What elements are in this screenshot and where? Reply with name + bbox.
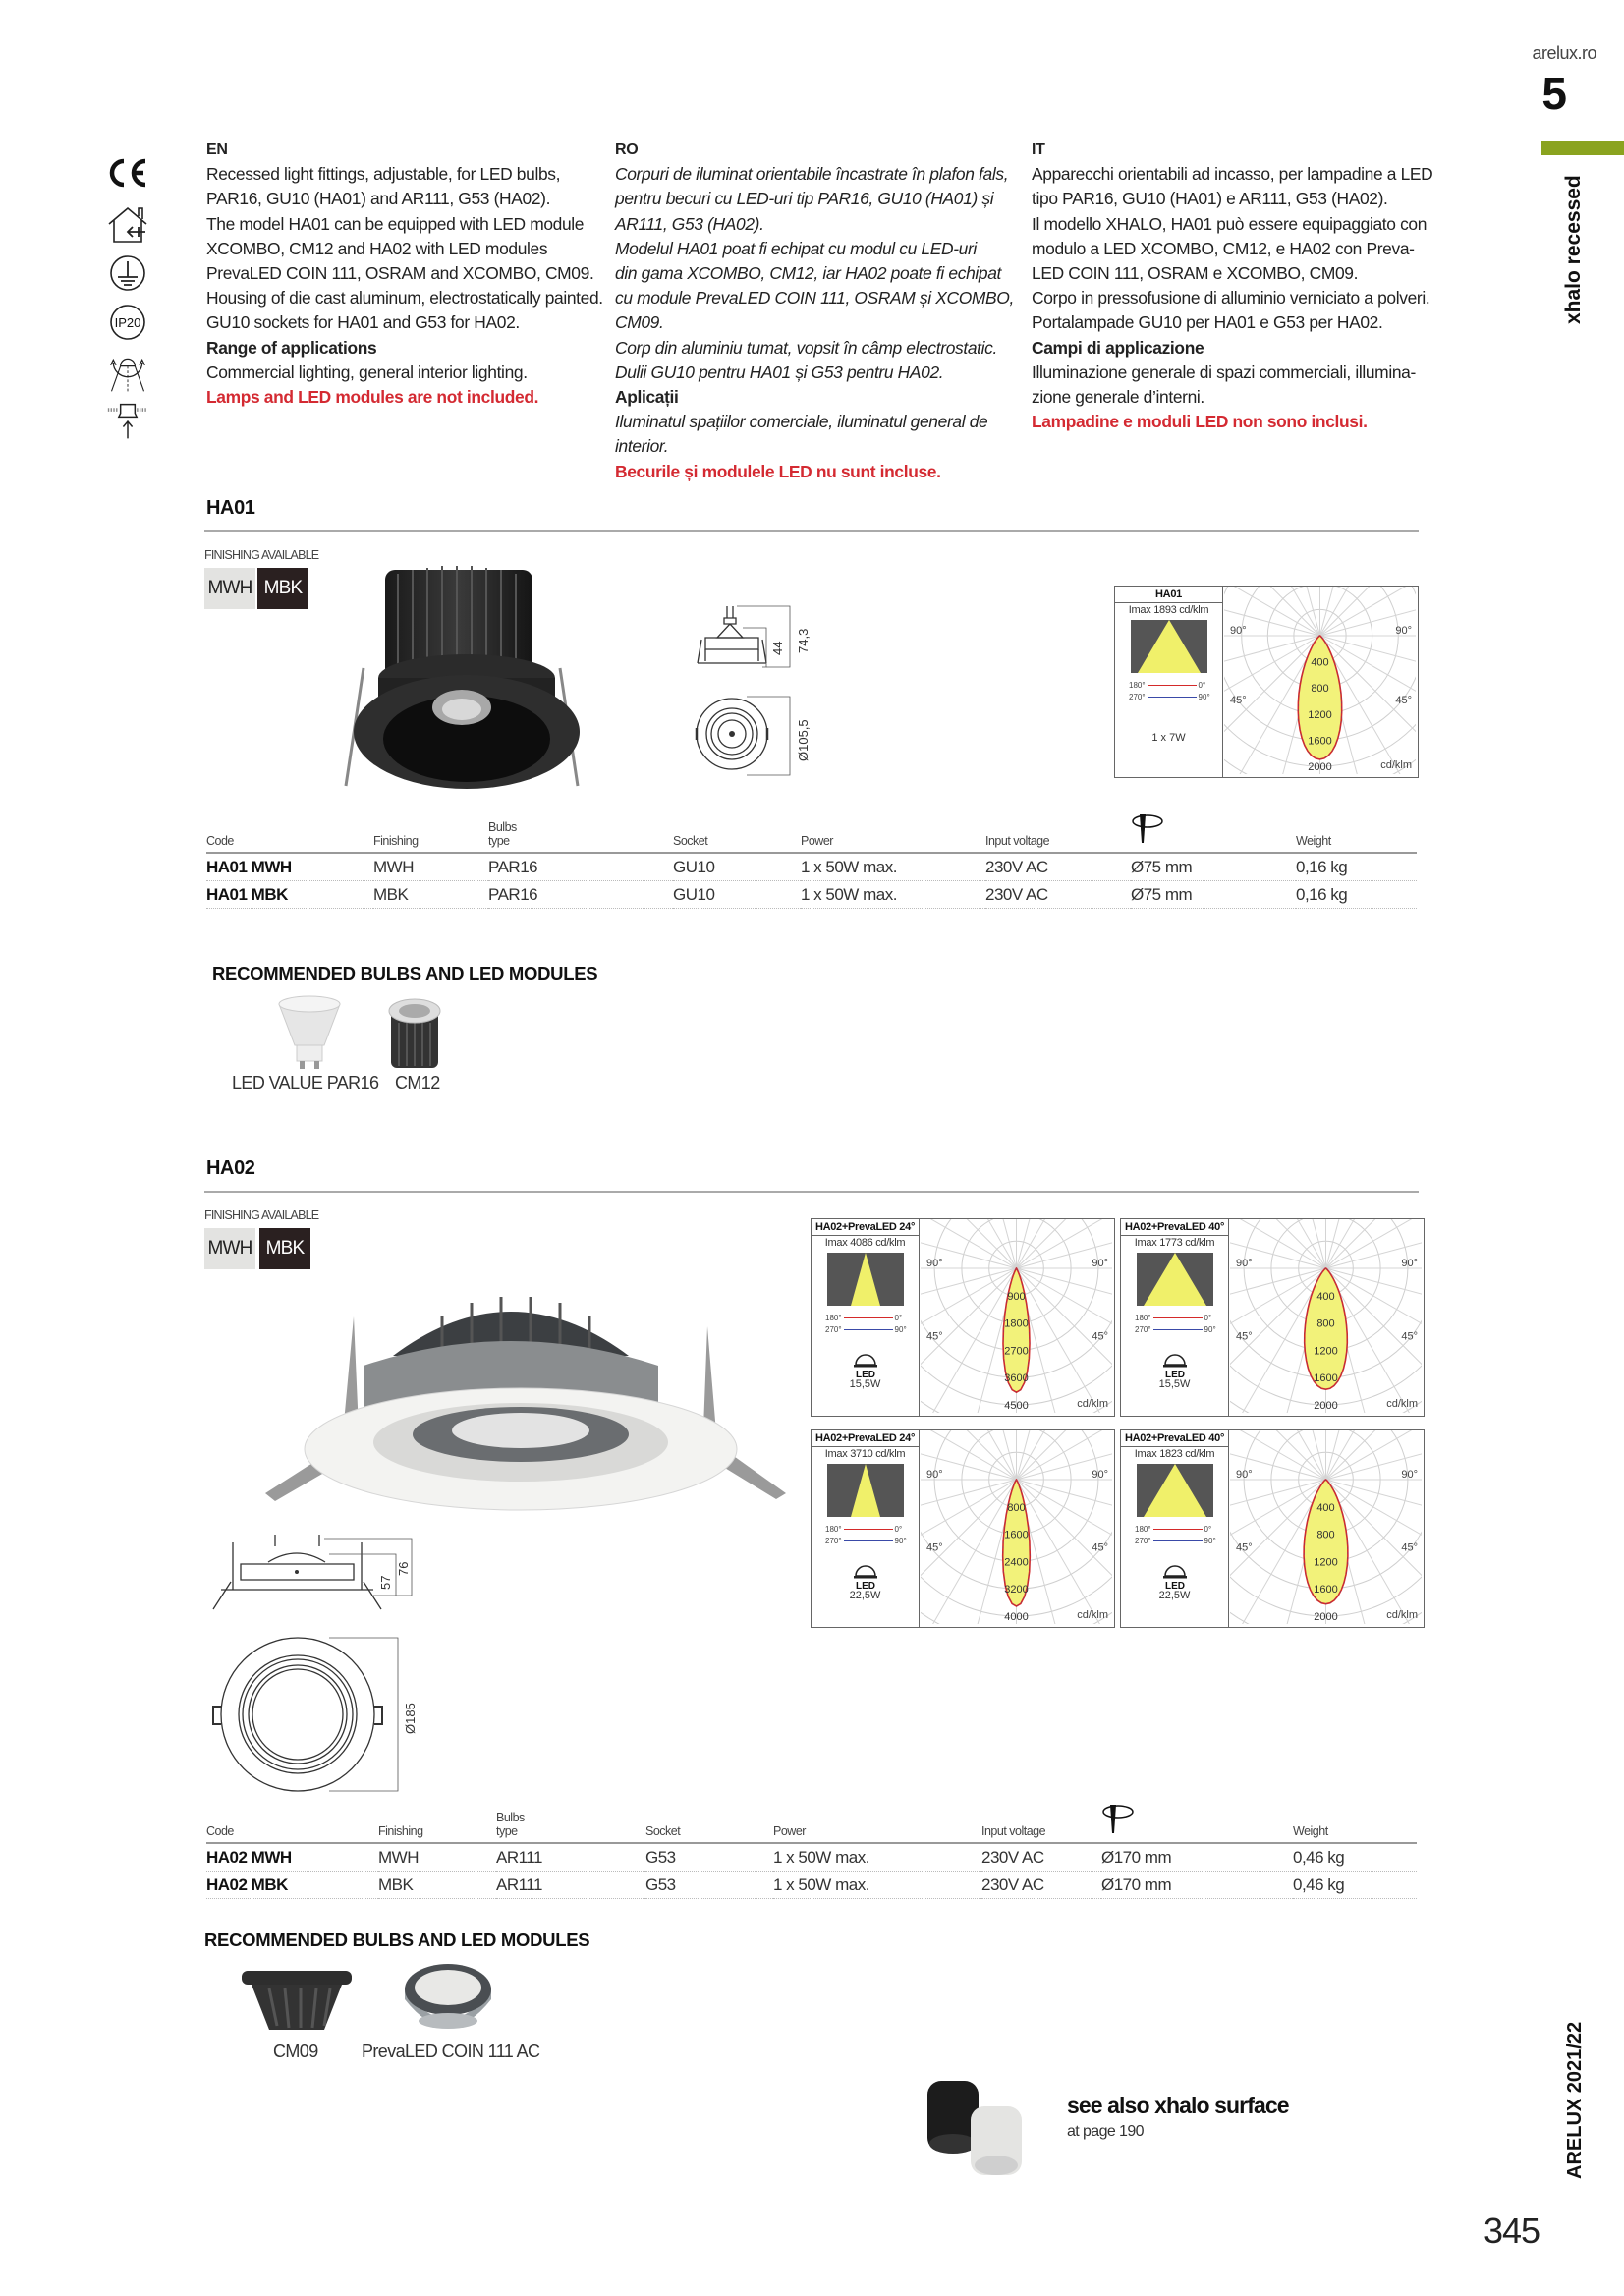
cell-voltage: 230V AC bbox=[985, 880, 1131, 908]
beam-angle-icon bbox=[827, 1464, 904, 1517]
led-module-icon bbox=[1160, 1564, 1190, 1590]
unit-label: cd/klm bbox=[1077, 1398, 1108, 1410]
photometric-power: 22,5W bbox=[849, 1590, 881, 1601]
col-power: Power bbox=[773, 1804, 981, 1843]
cell-code: HA01 MWH bbox=[206, 853, 373, 880]
angle-label: 90° bbox=[1395, 625, 1412, 637]
photometric-chart-ha01 bbox=[1114, 586, 1419, 778]
led-label: LED bbox=[1165, 1370, 1185, 1378]
led-module-icon bbox=[851, 1564, 880, 1590]
ring-label: 800 bbox=[1316, 1317, 1335, 1330]
col-cutout bbox=[1101, 1804, 1293, 1843]
angle-label: 45° bbox=[1401, 1330, 1418, 1343]
col-code: Code bbox=[206, 813, 373, 853]
ha02-dim-d: Ø185 bbox=[403, 1703, 418, 1734]
xhalo-surface-image bbox=[924, 2071, 1032, 2184]
cell-finishing: MBK bbox=[378, 1871, 496, 1898]
photometric-info-panel bbox=[1121, 1219, 1229, 1416]
photometric-title: HA02+PrevaLED 24° bbox=[812, 1219, 919, 1236]
ha02-dim-h1: 57 bbox=[378, 1575, 393, 1590]
ring-label: 2400 bbox=[1004, 1556, 1029, 1569]
ring-label: 4000 bbox=[1004, 1611, 1029, 1623]
description-ro bbox=[615, 138, 1028, 484]
cell-weight: 0,16 kg bbox=[1296, 853, 1417, 880]
ce-mark-icon bbox=[106, 157, 149, 189]
angle-label: 90° bbox=[1236, 1469, 1253, 1481]
section-label-text: xhalo recessed bbox=[1562, 175, 1585, 324]
col-bulbs-type: Bulbs type bbox=[496, 1804, 645, 1843]
legend-c0-c180: 180° 0° bbox=[825, 1525, 903, 1534]
cell-code: HA02 MWH bbox=[206, 1843, 378, 1871]
beam-angle-icon bbox=[1137, 1464, 1213, 1517]
angle-label: 45° bbox=[1236, 1541, 1253, 1554]
chapter-number: 5 bbox=[1541, 68, 1567, 119]
unit-label: cd/klm bbox=[1077, 1609, 1108, 1621]
cell-power: 1 x 50W max. bbox=[773, 1843, 981, 1871]
lang-label-ro: RO bbox=[615, 141, 639, 158]
adjustable-tilt-icon bbox=[106, 352, 149, 395]
catalog-label bbox=[1562, 2021, 1601, 2181]
col-cutout bbox=[1131, 813, 1296, 853]
polar-spoke bbox=[1017, 1480, 1113, 1582]
ip20-icon bbox=[106, 303, 149, 342]
cell-weight: 0,46 kg bbox=[1293, 1843, 1417, 1871]
polar-diagram bbox=[921, 1430, 1112, 1624]
cell-socket: G53 bbox=[645, 1871, 773, 1898]
recommended-item-cm09: CM09 bbox=[273, 2042, 318, 2061]
table-header-row bbox=[206, 1804, 1417, 1843]
photometric-imax: Imax 1893 cd/klm bbox=[1128, 604, 1209, 616]
angle-label: 45° bbox=[1401, 1541, 1418, 1554]
photometric-power: 15,5W bbox=[1158, 1378, 1191, 1390]
polar-diagram bbox=[1230, 1219, 1422, 1413]
ha01-dim-h1: 44 bbox=[770, 641, 785, 655]
led-module-icon bbox=[1160, 1353, 1190, 1378]
photometric-chart-ha02-40-15w bbox=[1120, 1218, 1425, 1417]
ha02-divider bbox=[204, 1191, 1419, 1193]
description-it-body: Apparecchi orientabili ad incasso, per lampadine a LED tipo PAR16, GU10 (HA01) e AR111, G53 (HA02). Il modello XHALO, HA01 può essere equipaggiato con modulo a LED XCOMBO, CM12, e HA02 con Preva- LED COIN 111, OSRAM e XCOMBO, CM09. Corpo in pressofusione di alluminio verniciato a polveri. Portalampade GU10 per HA01 e G53 per HA02. bbox=[1032, 164, 1433, 333]
ha02-side-drawing bbox=[201, 1533, 418, 1616]
ha02-recommended-title: RECOMMENDED BULBS AND LED MODULES bbox=[204, 1930, 590, 1950]
ha01-top-drawing bbox=[688, 693, 815, 786]
ha01-finish-mbk: MBK bbox=[257, 568, 308, 609]
applications-en: Commercial lighting, general interior lighting. bbox=[206, 362, 528, 382]
ha02-finishing-label: FINISHING AVAILABLE bbox=[204, 1208, 319, 1222]
section-label bbox=[1554, 177, 1594, 334]
ring-label: 800 bbox=[1316, 1529, 1335, 1541]
polar-spoke bbox=[921, 1480, 1017, 1582]
angle-label: 90° bbox=[926, 1258, 943, 1269]
applications-title-ro: Aplicații bbox=[615, 387, 679, 408]
angle-label: 90° bbox=[1401, 1469, 1418, 1481]
ring-label: 1600 bbox=[1004, 1529, 1029, 1541]
ring-label: 1600 bbox=[1314, 1372, 1338, 1385]
ring-label: 900 bbox=[1007, 1290, 1026, 1303]
ring-label: 4500 bbox=[1004, 1400, 1029, 1412]
col-socket: Socket bbox=[673, 813, 801, 853]
photometric-imax: Imax 4086 cd/klm bbox=[824, 1237, 906, 1249]
col-socket: Socket bbox=[645, 1804, 773, 1843]
col-input-voltage: Input voltage bbox=[981, 1804, 1101, 1843]
photometric-info-panel bbox=[812, 1430, 920, 1627]
ceiling-cutout-icon bbox=[1131, 834, 1164, 848]
ha02-top-drawing bbox=[201, 1636, 418, 1808]
led-module-icon bbox=[851, 1353, 880, 1378]
ha01-title: HA01 bbox=[206, 497, 255, 519]
polar-diagram bbox=[1230, 1430, 1422, 1624]
ha01-recommended-title: RECOMMENDED BULBS AND LED MODULES bbox=[212, 963, 598, 983]
cell-bulbs: AR111 bbox=[496, 1871, 645, 1898]
beam-angle-icon bbox=[827, 1253, 904, 1306]
cm09-image bbox=[240, 1965, 354, 2039]
cell-cutout: Ø75 mm bbox=[1131, 880, 1296, 908]
applications-it: Illuminazione generale di spazi commerciali, illumina- zione generale d’interni. bbox=[1032, 362, 1416, 408]
legend-c0-c180: 180° 0° bbox=[825, 1314, 903, 1322]
legend-c90-c270: 270° 90° bbox=[1135, 1537, 1216, 1545]
led-label: LED bbox=[1165, 1581, 1185, 1590]
angle-label: 45° bbox=[1236, 1330, 1253, 1343]
angle-label: 90° bbox=[1230, 625, 1247, 637]
ha02-title: HA02 bbox=[206, 1157, 255, 1179]
polar-diagram bbox=[921, 1219, 1112, 1413]
ha01-divider bbox=[204, 530, 1419, 532]
ha02-product-image bbox=[236, 1277, 786, 1518]
photometric-chart-ha02-24-22w bbox=[811, 1429, 1115, 1628]
angle-label: 90° bbox=[1236, 1258, 1253, 1269]
earth-ground-class1-icon bbox=[106, 253, 149, 293]
ring-label: 1200 bbox=[1314, 1345, 1338, 1358]
lang-label-en: EN bbox=[206, 141, 228, 158]
ring-label: 2000 bbox=[1314, 1611, 1338, 1623]
cell-power: 1 x 50W max. bbox=[773, 1871, 981, 1898]
ring-label: 400 bbox=[1316, 1290, 1335, 1303]
see-also-page-ref: at page 190 bbox=[1067, 2123, 1144, 2140]
cell-cutout: Ø170 mm bbox=[1101, 1871, 1293, 1898]
angle-label: 45° bbox=[926, 1541, 943, 1554]
led-label: LED bbox=[856, 1370, 875, 1378]
col-finishing: Finishing bbox=[373, 813, 488, 853]
lang-label-it: IT bbox=[1032, 141, 1045, 158]
ring-label: 800 bbox=[1007, 1501, 1026, 1514]
cell-socket: GU10 bbox=[673, 880, 801, 908]
table-row bbox=[206, 880, 1417, 908]
applications-title-en: Range of applications bbox=[206, 337, 377, 358]
photometric-title: HA02+PrevaLED 24° bbox=[812, 1430, 919, 1447]
ha02-spec-table bbox=[206, 1804, 1417, 1899]
angle-label: 90° bbox=[1092, 1469, 1108, 1481]
description-it bbox=[1032, 138, 1444, 434]
ring-label: 2000 bbox=[1308, 761, 1332, 773]
ha01-side-drawing bbox=[688, 604, 815, 688]
ceiling-cutout-icon bbox=[1101, 1824, 1135, 1838]
ring-label: 400 bbox=[1311, 656, 1329, 669]
col-bulbs-type: Bulbs type bbox=[488, 813, 673, 853]
photometric-imax: Imax 3710 cd/klm bbox=[824, 1448, 906, 1460]
angle-label: 45° bbox=[1092, 1541, 1108, 1554]
ring-label: 3200 bbox=[1004, 1584, 1029, 1596]
angle-label: 45° bbox=[1395, 695, 1412, 707]
not-included-warning-ro: Becurile și modulele LED nu sunt incluse. bbox=[615, 461, 941, 481]
photometric-chart-ha02-24-15w bbox=[811, 1218, 1115, 1417]
ring-label: 400 bbox=[1316, 1501, 1335, 1514]
angle-label: 45° bbox=[1092, 1330, 1108, 1343]
cell-weight: 0,46 kg bbox=[1293, 1871, 1417, 1898]
cell-code: HA02 MBK bbox=[206, 1871, 378, 1898]
ring-label: 2000 bbox=[1314, 1400, 1338, 1412]
unit-label: cd/klm bbox=[1386, 1609, 1418, 1621]
photometric-info-panel bbox=[1115, 587, 1223, 777]
indoor-use-icon bbox=[106, 204, 149, 244]
ring-label: 3600 bbox=[1004, 1372, 1029, 1385]
ring-label: 1200 bbox=[1308, 708, 1332, 721]
cell-finishing: MWH bbox=[373, 853, 488, 880]
catalog-label-text: ARELUX 2021/22 bbox=[1564, 2021, 1586, 2179]
cell-finishing: MBK bbox=[373, 880, 488, 908]
col-input-voltage: Input voltage bbox=[985, 813, 1131, 853]
cell-voltage: 230V AC bbox=[981, 1843, 1101, 1871]
legend-c0-c180: 180° 0° bbox=[1129, 681, 1206, 690]
cell-power: 1 x 50W max. bbox=[801, 880, 985, 908]
ha02-finish-mwh: MWH bbox=[204, 1228, 255, 1269]
ha02-dim-h2: 76 bbox=[396, 1561, 411, 1576]
angle-label: 90° bbox=[1092, 1258, 1108, 1269]
legend-c0-c180: 180° 0° bbox=[1135, 1314, 1212, 1322]
applications-ro: Iluminatul spațiilor comerciale, iluminatul general de interior. bbox=[615, 412, 988, 457]
ha01-dim-d: Ø105,5 bbox=[796, 719, 811, 761]
photometric-power: 15,5W bbox=[849, 1378, 881, 1390]
cell-cutout: Ø170 mm bbox=[1101, 1843, 1293, 1871]
cell-finishing: MWH bbox=[378, 1843, 496, 1871]
recessed-mount-icon bbox=[106, 401, 149, 442]
ha01-finish-mwh: MWH bbox=[204, 568, 255, 609]
ring-label: 2700 bbox=[1004, 1345, 1029, 1358]
legend-c90-c270: 270° 90° bbox=[1135, 1325, 1216, 1334]
led-value-par16-image bbox=[275, 994, 344, 1076]
polar-spoke bbox=[1017, 1268, 1113, 1371]
unit-label: cd/klm bbox=[1380, 759, 1412, 771]
led-label: LED bbox=[856, 1581, 875, 1590]
site-url: arelux.ro bbox=[1532, 43, 1596, 63]
legend-c90-c270: 270° 90° bbox=[825, 1325, 907, 1334]
cell-cutout: Ø75 mm bbox=[1131, 853, 1296, 880]
table-row bbox=[206, 853, 1417, 880]
legend-c0-c180: 180° 0° bbox=[1135, 1525, 1212, 1534]
col-weight: Weight bbox=[1293, 1804, 1417, 1843]
ha01-product-image bbox=[324, 560, 609, 801]
photometric-title: HA02+PrevaLED 40° bbox=[1121, 1430, 1228, 1447]
cell-code: HA01 MBK bbox=[206, 880, 373, 908]
ring-label: 800 bbox=[1311, 683, 1329, 696]
not-included-warning-it: Lampadine e moduli LED non sono inclusi. bbox=[1032, 412, 1368, 432]
table-header-row bbox=[206, 813, 1417, 853]
cell-socket: GU10 bbox=[673, 853, 801, 880]
description-ro-body: Corpuri de iluminat orientabile încastrate în plafon fals, pentru becuri cu LED-uri tip PAR16, GU10 (HA01) și AR111, G53 (HA02). Modelul HA01 poat fi echipat cu modul cu LED-uri din gama XCOMBO, CM12, iar HA02 poate fi echipat cu module PrevaLED COIN 111, OSRAM și XCOMBO, CM09. Corp din aluminiu tumat, vopsit în câmp electrostatic. Dulii GU10 pentru HA01 și G53 pentru HA02. bbox=[615, 164, 1014, 382]
photometric-title: HA01 bbox=[1115, 587, 1222, 603]
beam-angle-icon bbox=[1131, 620, 1207, 673]
cell-weight: 0,16 kg bbox=[1296, 880, 1417, 908]
description-en-body: Recessed light fittings, adjustable, for LED bulbs, PAR16, GU10 (HA01) and AR111, G53 (HA02). The model HA01 can be equipped with LED module XCOMBO, CM12 and HA02 with LED modules PrevaLED COIN 111, OSRAM and XCOMBO, CM09. Housing of die cast aluminum, electrostatically painted. GU10 sockets for HA01 and G53 for HA02. bbox=[206, 164, 603, 333]
angle-label: 90° bbox=[1401, 1258, 1418, 1269]
ring-label: 1800 bbox=[1004, 1317, 1029, 1330]
ip20-text: IP20 bbox=[114, 315, 141, 330]
table-row bbox=[206, 1871, 1417, 1898]
cell-power: 1 x 50W max. bbox=[801, 853, 985, 880]
photometric-chart-ha02-40-22w bbox=[1120, 1429, 1425, 1628]
ha01-finishing-label: FINISHING AVAILABLE bbox=[204, 548, 319, 562]
not-included-warning-en: Lamps and LED modules are not included. bbox=[206, 387, 539, 408]
col-code: Code bbox=[206, 1804, 378, 1843]
beam-angle-icon bbox=[1137, 1253, 1213, 1306]
cell-bulbs: PAR16 bbox=[488, 880, 673, 908]
legend-c90-c270: 270° 90° bbox=[825, 1537, 907, 1545]
cell-bulbs: AR111 bbox=[496, 1843, 645, 1871]
recommended-item-led-value-par16: LED VALUE PAR16 bbox=[232, 1073, 379, 1092]
applications-title-it: Campi di applicazione bbox=[1032, 337, 1204, 358]
angle-label: 45° bbox=[926, 1330, 943, 1343]
photometric-imax: Imax 1773 cd/klm bbox=[1134, 1237, 1215, 1249]
recommended-item-cm12: CM12 bbox=[395, 1073, 440, 1092]
cell-voltage: 230V AC bbox=[985, 853, 1131, 880]
photometric-power: 22,5W bbox=[1158, 1590, 1191, 1601]
cell-socket: G53 bbox=[645, 1843, 773, 1871]
photometric-title: HA02+PrevaLED 40° bbox=[1121, 1219, 1228, 1236]
col-power: Power bbox=[801, 813, 985, 853]
angle-label: 90° bbox=[926, 1469, 943, 1481]
legend-c90-c270: 270° 90° bbox=[1129, 693, 1210, 701]
chapter-accent-bar bbox=[1541, 141, 1624, 155]
photometric-imax: Imax 1823 cd/klm bbox=[1134, 1448, 1215, 1460]
col-weight: Weight bbox=[1296, 813, 1417, 853]
ring-label: 1200 bbox=[1314, 1556, 1338, 1569]
cell-bulbs: PAR16 bbox=[488, 853, 673, 880]
photometric-info-panel bbox=[1121, 1430, 1229, 1627]
photometric-power: 1 x 7W bbox=[1151, 732, 1186, 744]
ha02-finish-mbk: MBK bbox=[259, 1228, 310, 1269]
angle-label: 45° bbox=[1230, 695, 1247, 707]
cm12-image bbox=[387, 997, 442, 1077]
ha01-dim-h2: 74,3 bbox=[796, 628, 811, 653]
col-finishing: Finishing bbox=[378, 1804, 496, 1843]
ha01-spec-table bbox=[206, 813, 1417, 909]
ring-label: 1600 bbox=[1308, 735, 1332, 748]
unit-label: cd/klm bbox=[1386, 1398, 1418, 1410]
page-number: 345 bbox=[1484, 2211, 1540, 2251]
polar-diagram bbox=[1224, 587, 1416, 774]
prevaled-coin-111-image bbox=[401, 1960, 495, 2038]
photometric-info-panel bbox=[812, 1219, 920, 1416]
polar-spoke bbox=[921, 1268, 1017, 1371]
cell-voltage: 230V AC bbox=[981, 1871, 1101, 1898]
table-row bbox=[206, 1843, 1417, 1871]
see-also-link[interactable]: see also xhalo surface bbox=[1067, 2093, 1289, 2118]
description-en bbox=[206, 138, 609, 410]
ring-label: 1600 bbox=[1314, 1584, 1338, 1596]
recommended-item-prevaled-coin-111-ac: PrevaLED COIN 111 AC bbox=[362, 2042, 540, 2061]
